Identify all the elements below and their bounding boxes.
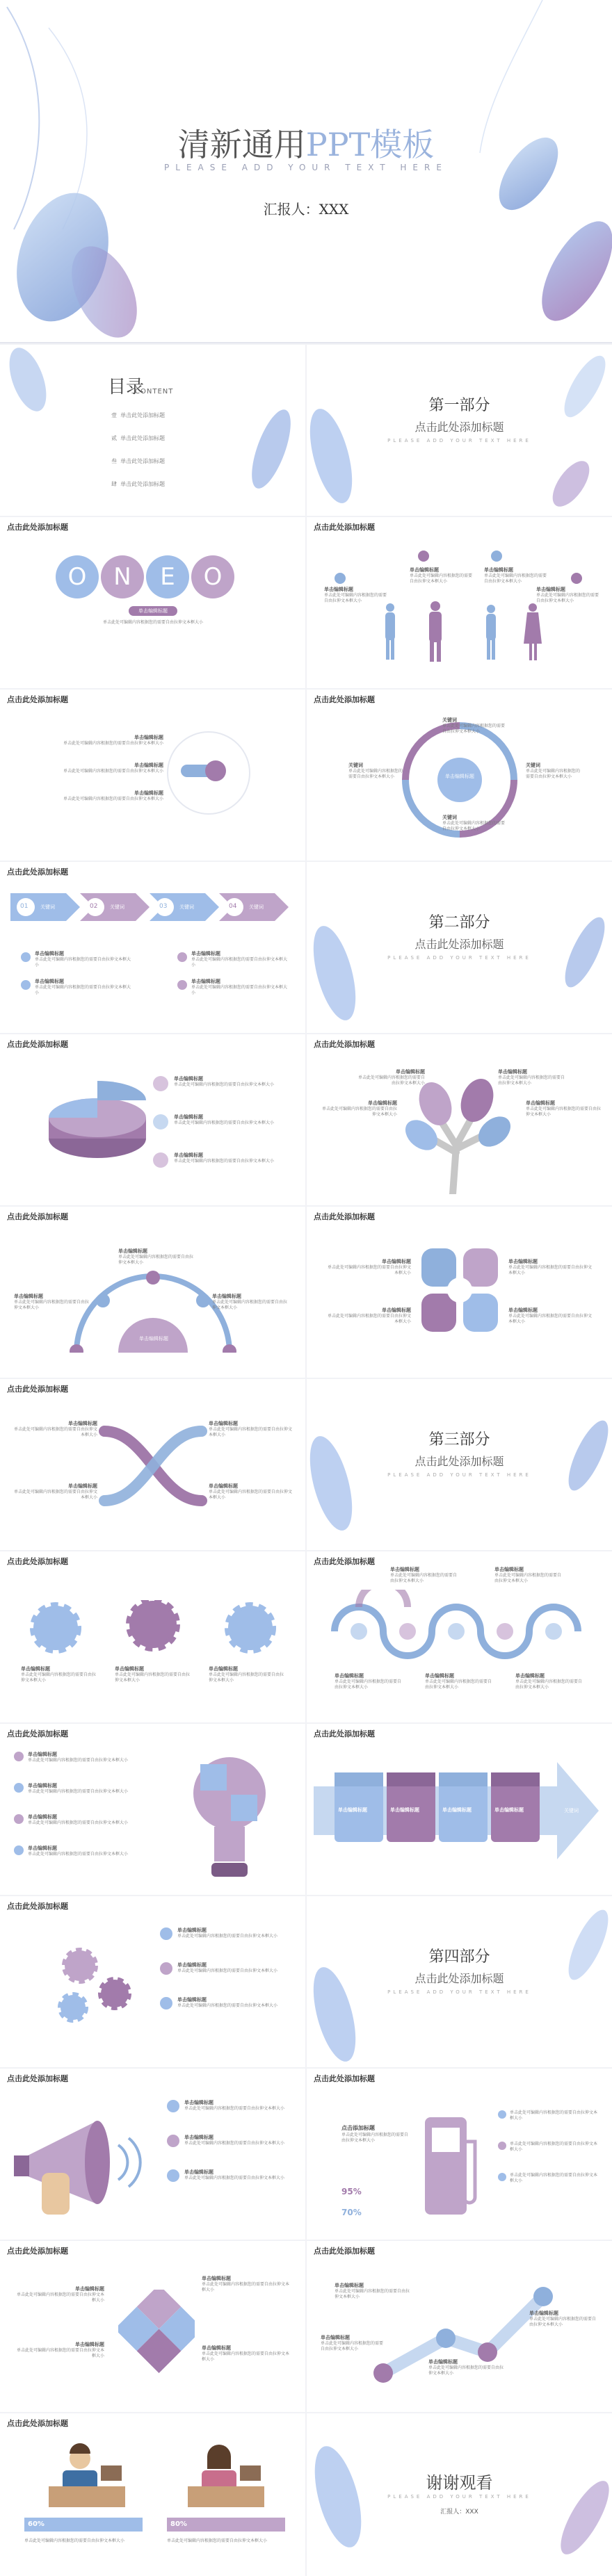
label-text: 单击此处可编辑内容根据您的需要自由拉伸文本框大小 [390,1573,458,1583]
label-text: 单击此处可编辑内容根据您的需要自由拉伸文本框大小 [526,1107,602,1117]
label-text: 单击此处可编辑内容根据您的需要自由拉伸文本框大小 [28,1820,129,1825]
slide-title: 点击此处添加标题 [7,523,68,532]
section-subtitle: 点击此处添加标题 [414,938,504,951]
label-title: 单击编辑标题 [335,1673,364,1679]
thanks-title: 谢谢观看 [426,2473,493,2493]
thanks-en: PLEASE ADD YOUR TEXT HERE [387,2494,531,2500]
slide-title: 点击此处添加标题 [314,1212,375,1221]
label-text: 单击此处可编辑内容根据您的需要自由拉伸文本框大小 [115,1672,191,1683]
label-text: 单击此处可编辑内容根据您的需要自由拉伸文本框大小 [14,1300,90,1310]
label-text: 单击此处可编辑内容根据您的需要自由拉伸文本框大小 [21,1672,97,1683]
section-slide-2[interactable] [307,862,612,1033]
key-head [205,760,226,781]
label-text: 单击此处可编辑内容根据您的需要自由拉伸文本框大小 [118,1255,194,1265]
label-text: 单击此处可编辑内容根据您的需要自由拉伸文本框大小 [16,2348,104,2358]
slide-title: 点击此处添加标题 [7,695,68,704]
label-title: 单击编辑标题 [494,1567,524,1572]
section-en: PLEASE ADD YOUR TEXT HERE [387,1989,531,1995]
label-title: 单击编辑标题 [209,1666,238,1672]
cycle-slide[interactable] [307,690,612,861]
bulb-slide[interactable] [0,1724,305,1895]
edit-title-pill: 单击编辑标题 [129,606,177,616]
marker-dot [153,1152,168,1168]
label-title: 单击编辑标题 [177,1927,207,1933]
label-text: 单击此处可编辑内容根据您的需要自由拉伸文本框大小 [174,1082,275,1087]
toc-num: 肆 [111,481,117,487]
big-arrow-slide[interactable] [307,1724,612,1895]
slide-title: 点击此处添加标题 [314,695,375,704]
bullet-dot [14,1752,24,1761]
label-title: 单击编辑标题 [191,951,220,956]
bullet-dot [498,2173,506,2181]
arrow-steps-slide[interactable] [0,862,305,1033]
label-text: 单击此处可编辑内容根据您的需要自由拉伸文本框大小 [484,573,547,584]
section-title: 第三部分 [428,1431,490,1449]
label-title: 单击编辑标题 [425,1673,454,1679]
label-text: 单击此处可编辑内容根据您的需要自由拉伸文本框大小 [321,1107,397,1117]
slide-title: 点击此处添加标题 [314,1557,375,1566]
label-text: 单击此处可编辑内容根据您的需要自由拉伸文本框大小 [321,2341,384,2351]
label-text: 单击此处可编辑内容根据您的需要自由拉伸文本框大小 [508,1265,593,1275]
keyword: 关键词 [526,763,540,768]
label-text: 单击此处可编辑内容根据您的需要自由拉伸文本框大小 [348,769,403,779]
wave-graphic [328,1590,592,1666]
label-text: 单击此处可编辑内容根据您的需要自由拉伸文本框大小 [184,2141,285,2146]
bullet-dot [21,952,31,962]
label-title: 单击编辑标题 [118,1248,147,1254]
slide-title: 点击此处添加标题 [7,1729,68,1738]
label-text: 单击此处可编辑内容根据您的需要自由拉伸文本框大小 [335,1679,402,1690]
label-text: 单击此处可编辑内容根据您的需要自由拉伸文本框大小 [191,985,288,995]
label-title: 单击编辑标题 [14,1294,43,1299]
section-subtitle: 点击此处添加标题 [414,1972,504,1985]
label-text: 单击此处可编辑内容根据您的需要自由拉伸文本框大小 [14,1427,98,1437]
label-text: 单击此处可编辑内容根据您的需要自由拉伸文本框大小 [212,1300,288,1310]
label-title: 单击编辑标题 [338,1807,367,1813]
label-text: 单击此处可编辑内容根据您的需要自由拉伸文本框大小 [28,1852,129,1857]
label-text: 单击此处可编辑内容根据您的需要自由拉伸文本框大小 [498,1075,565,1086]
toc-heading: 目录 [108,377,145,398]
toc-list [111,411,165,488]
label-title: 单击编辑标题 [68,1483,97,1489]
label-title: 单击编辑标题 [508,1259,538,1264]
label-title: 单击编辑标题 [75,2342,104,2347]
thanks-reporter: 汇报人：XXX [440,2509,478,2516]
step-num: 03 [159,903,168,910]
label-text: 单击此处可编辑内容根据您的需要自由拉伸文本框大小 [328,1265,412,1275]
gears-graphic [28,1600,278,1656]
toc-num: 壹 [111,412,117,418]
section-title: 第二部分 [428,914,490,931]
slide-title: 点击此处添加标题 [7,2074,68,2083]
step-keyword: 关键词 [249,904,264,910]
label-text: 单击此处可编辑内容根据您的需要自由拉伸文本框大小 [508,1314,593,1324]
key-slide[interactable] [0,690,305,861]
fuel-slide[interactable] [307,2069,612,2240]
label-text: 单击此处可编辑内容根据您的需要自由拉伸文本框大小 [177,1968,278,1973]
cover-title-b: PPT模板 [305,126,435,163]
label-title: 单击编辑标题 [28,1814,57,1820]
oneo-slide[interactable] [0,517,305,688]
label-title: 单击编辑标题 [508,1307,538,1313]
label-title: 单击编辑标题 [324,587,353,592]
label-text: 单击此处可编辑内容根据您的需要自由拉伸文本框大小 [167,2538,268,2543]
bullet-dot [14,1845,24,1855]
label-title: 单击编辑标题 [526,1100,555,1106]
toc-item[interactable] [111,411,165,419]
label-title: 单击编辑标题 [115,1666,144,1672]
letter-circle: O [56,555,99,598]
label-title: 单击编辑标题 [368,1100,397,1106]
slide-title: 点击此处添加标题 [7,1902,68,1911]
label-text: 单击此处可编辑内容根据您的需要自由拉伸文本框大小 [202,2351,290,2362]
section-subtitle: 点击此处添加标题 [414,1455,504,1468]
label-text: 单击此处可编辑内容根据您的需要自由拉伸文本框大小 [35,985,131,995]
toc-num: 贰 [111,435,117,441]
label-title: 单击编辑标题 [209,1483,238,1489]
step-num: 02 [90,903,98,910]
step-num: 01 [20,903,29,910]
slide-title: 点击此处添加标题 [7,2247,68,2256]
cover-slide[interactable] [0,0,612,343]
slide-title: 点击此处添加标题 [314,2074,375,2083]
percent-a: 60% [28,2520,45,2528]
label-title: 单击编辑标题 [396,1069,425,1075]
gear-cluster-graphic [49,1938,139,2035]
crossed-arrows-graphic [97,1417,209,1515]
bullet-dot [498,2110,506,2119]
bullet-dot [14,1783,24,1793]
label-title: 单击编辑标题 [184,2135,214,2140]
step-keyword: 关键词 [110,904,124,910]
wave-timeline-slide[interactable] [307,1551,612,1722]
label-text: 单击此处可编辑内容根据您的需要自由拉伸文本框大小 [526,769,581,779]
label-title: 单击编辑标题 [134,790,163,796]
label-title: 单击编辑标题 [335,2283,364,2288]
slide-title: 点击此处添加标题 [7,1557,68,1566]
step-keyword: 关键词 [179,904,194,910]
section-title: 第四部分 [428,1948,490,1966]
label-text: 单击此处可编辑内容根据您的需要自由拉伸文本框大小 [425,1679,492,1690]
star-icon [571,573,582,584]
step-num: 04 [229,903,237,910]
chain-graphic [418,1245,501,1335]
letter-circle: N [101,555,144,598]
bullet-dot [160,1997,172,2010]
chain-slide[interactable] [307,1207,612,1378]
toc-text: 单击此处添加标题 [120,435,166,441]
label-title: 单击编辑标题 [494,1807,524,1813]
label-text: 单击此处可编辑内容根据您的需要自由拉伸文本框大小 [184,2106,285,2111]
marker-dot [153,1076,168,1091]
label-text: 单击此处可编辑内容根据您的需要自由拉伸文本框大小 [202,2282,290,2292]
cover-reporter: 汇报人：XXX [263,201,349,218]
section-en: PLEASE ADD YOUR TEXT HERE [387,955,531,961]
label-text: 单击此处可编辑内容根据您的需要自由拉伸文本框大小 [341,2133,409,2143]
section-title: 第一部分 [428,397,490,414]
bullet-dot [160,1927,172,1940]
keyword: 关键词 [442,717,457,723]
label-title: 单击编辑标题 [35,979,64,984]
label-title: 单击编辑标题 [28,1783,57,1788]
label-text: 单击此处可编辑内容根据您的需要自由拉伸文本框大小 [63,769,163,774]
cover-subtitle: PLEASE ADD YOUR TEXT HERE [164,163,448,172]
cover-title [0,120,612,165]
letter-circle: O [191,555,234,598]
chat-icon [335,573,346,584]
label-text: 单击此处可编辑内容根据您的需要自由拉伸文本框大小 [442,821,506,831]
label-title: 单击编辑标题 [28,1845,57,1851]
section-en: PLEASE ADD YOUR TEXT HERE [387,1472,531,1478]
label-title: 单击编辑标题 [209,1421,238,1426]
label-text: 单击此处可编辑内容根据您的需要自由拉伸文本框大小 [174,1120,275,1125]
label-title: 单击编辑标题 [410,567,439,573]
label-title: 单击编辑标题 [35,951,64,956]
location-icon [418,551,429,562]
percent-b: 80% [170,2520,187,2528]
label-title: 单击编辑标题 [191,979,220,984]
label-title: 单击编辑标题 [75,2286,104,2292]
label-title: 单击编辑标题 [498,1069,527,1075]
label-title: 单击编辑标题 [442,1807,472,1813]
label-text: 单击此处可编辑内容根据您的需要自由拉伸文本框大小 [16,2292,104,2303]
people-percent-slide[interactable] [0,2413,305,2576]
toc-item[interactable] [111,434,165,442]
label-title: 单击编辑标题 [212,1294,241,1299]
label-title: 单击编辑标题 [390,1807,419,1813]
label-title: 单击编辑标题 [21,1666,50,1672]
arc-slide[interactable] [0,1207,305,1378]
slide-title: 点击此处添加标题 [314,1729,375,1738]
body-text: 单击此处可编辑内容根据您的需要自由拉伸文本框大小 [102,620,203,625]
bullet-dot [177,952,187,962]
toc-text: 单击此处添加标题 [120,481,166,487]
toc-sub: CONTENT [135,388,174,396]
section-en: PLEASE ADD YOUR TEXT HERE [387,438,531,443]
label-text: 单击此处可编辑内容根据您的需要自由拉伸文本框大小 [184,2176,285,2180]
toc-item[interactable] [111,457,165,465]
label-text: 单击此处可编辑内容根据您的需要自由拉伸文本框大小 [209,1672,284,1683]
label-text: 单击此处可编辑内容根据您的需要自由拉伸文本框大小 [209,1427,293,1437]
slide-title: 点击此处添加标题 [7,867,68,877]
section-slide-3[interactable] [307,1379,612,1550]
label-text: 单击此处可编辑内容根据您的需要自由拉伸文本框大小 [14,1490,98,1500]
stat-b: 70% [341,2208,362,2217]
label-text: 单击此处可编辑内容根据您的需要自由拉伸文本框大小 [510,2173,598,2183]
section-slide-1[interactable] [307,345,612,516]
toc-text: 单击此处添加标题 [120,412,166,418]
puzzle-graphic [118,2290,195,2373]
keyword: 关键词 [348,763,363,768]
zigzag-slide[interactable] [307,2241,612,2412]
label-text: 单击此处可编辑内容根据您的需要自由拉伸文本框大小 [177,2003,278,2008]
label-title: 单击编辑标题 [382,1307,411,1313]
label-text: 单击此处可编辑内容根据您的需要自由拉伸文本框大小 [510,2142,598,2152]
label-text: 单击此处可编辑内容根据您的需要自由拉伸文本框大小 [510,2110,598,2121]
bullet-dot [21,980,31,990]
label-text: 单击此处可编辑内容根据您的需要自由拉伸文本框大小 [35,957,131,968]
label-text: 单击此处可编辑内容根据您的需要自由拉伸文本框大小 [328,1314,412,1324]
person-desk-icon [181,2441,271,2511]
label-text: 单击此处可编辑内容根据您的需要自由拉伸文本框大小 [174,1159,275,1164]
puzzle-slide[interactable] [0,2241,305,2412]
slide-title: 点击此处添加标题 [314,523,375,532]
bullet-dot [167,2100,179,2112]
thanks-slide[interactable] [307,2413,612,2576]
slide-title: 点击此处添加标题 [7,1385,68,1394]
label-text: 单击此处可编辑内容根据您的需要自由拉伸文本框大小 [28,1789,129,1794]
section-slide-4[interactable] [307,1896,612,2067]
label-title: 单击编辑标题 [202,2276,231,2281]
label-title: 单击编辑标题 [28,1752,57,1757]
gears-slide[interactable] [0,1551,305,1722]
cover-title-a: 清新通用 [177,126,306,163]
people-silhouettes [376,601,550,663]
label-text: 单击此处可编辑内容根据您的需要自由拉伸文本框大小 [177,1934,278,1939]
slide-title: 点击此处添加标题 [7,2419,68,2428]
label-text: 单击此处可编辑内容根据您的需要自由拉伸文本框大小 [191,957,288,968]
label-title: 单击编辑标题 [484,567,513,573]
bulb-icon [188,1752,271,1884]
bullet-dot [177,980,187,990]
marker-dot [153,1114,168,1130]
person-desk-icon [42,2441,132,2511]
megaphone-slide[interactable] [0,2069,305,2240]
label-text: 单击此处可编辑内容根据您的需要自由拉伸文本框大小 [63,741,163,746]
bullet-dot [167,2169,179,2182]
stat-a: 95% [341,2187,362,2196]
label-text: 单击此处可编辑内容根据您的需要自由拉伸文本框大小 [536,593,599,603]
label-text: 单击此处可编辑内容根据您的需要自由拉伸文本框大小 [428,2365,504,2376]
slide-title: 点击此处添加标题 [314,1040,375,1049]
label-text: 单击此处可编辑内容根据您的需要自由拉伸文本框大小 [442,724,506,734]
arc-center-label: 单击编辑标题 [139,1336,168,1342]
keyword: 关键词 [442,815,457,820]
fuel-pump-icon [421,2114,484,2218]
label-title: 单击编辑标题 [202,2345,231,2351]
label-title: 单击编辑标题 [174,1076,203,1082]
toc-slide[interactable] [0,345,305,516]
label-text: 单击此处可编辑内容根据您的需要自由拉伸文本框大小 [494,1573,562,1583]
megaphone-icon [14,2107,153,2225]
label-title: 单击编辑标题 [390,1567,419,1572]
label-text: 单击此处可编辑内容根据您的需要自由拉伸文本框大小 [529,2317,597,2327]
label-title: 单击编辑标题 [382,1259,411,1264]
label-title: 单击编辑标题 [184,2100,214,2105]
label-text: 单击此处可编辑内容根据您的需要自由拉伸文本框大小 [63,797,163,801]
bullet-dot [160,1962,172,1975]
bullet-dot [167,2135,179,2147]
section-subtitle: 点击此处添加标题 [414,421,504,434]
label-title: 单击编辑标题 [515,1673,545,1679]
label-text: 单击此处可编辑内容根据您的需要自由拉伸文本框大小 [324,593,387,603]
crossed-arrows-slide[interactable] [0,1379,305,1550]
toc-item[interactable] [111,480,165,488]
label-title: 单击编辑标题 [177,1962,207,1968]
label-title: 单击编辑标题 [68,1421,97,1426]
gear-cluster-slide[interactable] [0,1896,305,2067]
slide-title: 点击此处添加标题 [314,2247,375,2256]
people-slide[interactable] [307,517,612,688]
center-label: 单击编辑标题 [445,774,474,779]
label-text: 单击此处可编辑内容根据您的需要自由拉伸文本框大小 [28,1758,129,1763]
label-title: 单击编辑标题 [177,1997,207,2003]
label-text: 单击此处可编辑内容根据您的需要自由拉伸文本框大小 [24,2538,125,2543]
tree-slide[interactable] [307,1034,612,1205]
label-title: 单击编辑标题 [529,2310,558,2316]
label-title: 单击编辑标题 [134,763,163,768]
bullet-dot [498,2142,506,2150]
label-text: 单击此处可编辑内容根据您的需要自由拉伸文本框大小 [335,2289,410,2299]
toc-num: 叁 [111,458,117,464]
step-keyword: 关键词 [40,904,55,910]
pie-3d-slide[interactable] [0,1034,305,1205]
toc-text: 单击此处添加标题 [120,458,166,464]
label-text: 单击此处可编辑内容根据您的需要自由拉伸文本框大小 [209,1490,293,1500]
bullet-dot [14,1814,24,1824]
label-title: 单击编辑标题 [536,587,565,592]
label-title: 单击编辑标题 [174,1114,203,1120]
slide-title: 点击此处添加标题 [7,1040,68,1049]
user-icon [491,551,502,562]
label-title: 单击编辑标题 [321,2335,350,2340]
arrow-keyword: 关键词 [564,1808,579,1813]
slide-title: 点击此处添加标题 [7,1212,68,1221]
label-title: 单击编辑标题 [184,2169,214,2175]
label-title: 单击编辑标题 [428,2359,458,2365]
label-title: 单击编辑标题 [174,1152,203,1158]
label-title: 单击编辑标题 [134,735,163,740]
pie-3d-graphic [42,1073,160,1177]
block-title: 点击添加标题 [341,2125,375,2131]
label-text: 单击此处可编辑内容根据您的需要自由拉伸文本框大小 [357,1075,425,1086]
label-text: 单击此处可编辑内容根据您的需要自由拉伸文本框大小 [515,1679,583,1690]
letter-circle: E [146,555,189,598]
label-text: 单击此处可编辑内容根据您的需要自由拉伸文本框大小 [410,573,473,584]
